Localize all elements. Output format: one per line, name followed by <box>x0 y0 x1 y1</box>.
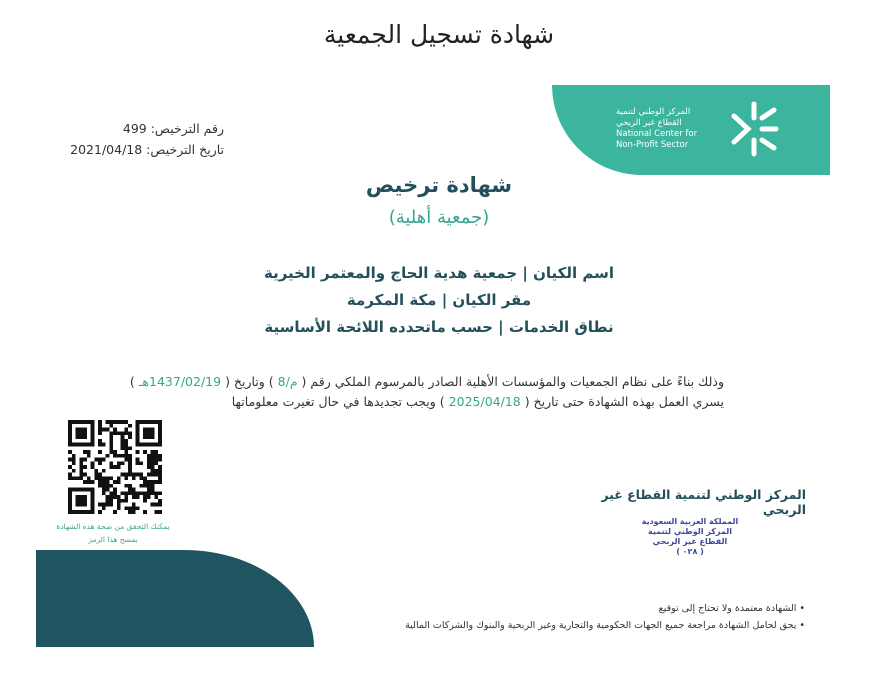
entity-scope-label: نطاق الخدمات | <box>498 318 614 336</box>
body-text-1b: ) وتاريخ ( <box>225 374 274 389</box>
brand-line-en-2: Non-Profit Sector <box>616 140 689 150</box>
license-number-row <box>40 118 224 139</box>
valid-until-date: 2025/04/18 <box>448 394 521 409</box>
decree-number: م/8 <box>277 374 298 389</box>
brand-text <box>616 107 726 151</box>
center-name: المركز الوطني لتنمية القطاع غير الربحي <box>601 487 806 517</box>
brand-line-ar-2: القطاع غير الربحي <box>616 118 682 128</box>
license-number: 499 <box>122 121 147 136</box>
note-item: • يحق لحامل الشهادة مراجعة جميع الجهات الحكومية والتجارية وغير الربحية والبنوك والشركات المالية <box>405 620 805 631</box>
certificate-title: شهادة ترخيص <box>365 173 513 197</box>
body-text-1c: ) <box>129 374 135 389</box>
entity-scope-row <box>0 314 878 341</box>
decree-date: 1437/02/19هـ <box>138 374 222 389</box>
stamp-line-4: ( ٠٢٨ ) <box>676 547 704 556</box>
entity-name-label: اسم الكيان | <box>522 264 615 282</box>
body-line-1 <box>100 372 724 392</box>
entity-name-row <box>0 260 878 287</box>
entity-hq-row <box>0 287 878 314</box>
entity-details <box>0 260 878 341</box>
license-date-row <box>40 139 224 160</box>
note-item: • الشهادة معتمدة ولا تحتاج إلى توقيع <box>658 603 805 614</box>
license-meta <box>40 118 224 160</box>
certificate-notes <box>300 600 805 634</box>
brand-line-en-1: National Center for <box>616 129 698 139</box>
header-brand-band <box>552 85 830 175</box>
license-date-label: تاريخ الترخيص: <box>146 142 224 157</box>
entity-hq: مكة المكرمة <box>346 291 437 309</box>
body-text-2b: ) ويجب تجديدها في حال تغيرت معلوماتها <box>231 394 445 409</box>
certificate-subtitle: (جمعية أهلية) <box>388 207 490 228</box>
license-number-label: رقم الترخيص: <box>150 121 224 136</box>
entity-hq-label: مقر الكيان | <box>441 291 532 309</box>
entity-name: جمعية هدية الحاج والمعتمر الخيرية <box>263 264 518 282</box>
brand-line-ar-1: المركز الوطني لتنمية <box>616 107 691 117</box>
stamp-line-1: المملكة العربية السعودية <box>641 517 739 526</box>
page-title: شهادة تسجيل الجمعية <box>323 20 555 49</box>
stamp-line-3: القطاع غير الربحي <box>652 537 728 546</box>
body-text-1a: وذلك بناءً على نظام الجمعيات والمؤسسات الأهلية الصادر بالمرسوم الملكي رقم ( <box>301 374 724 389</box>
certificate-body <box>100 372 724 412</box>
national-center-logo-icon <box>728 100 780 158</box>
qr-verify-note: يمكنك التحقق من صحة هذه الشهادة بمسح هذا الرمز <box>56 522 170 544</box>
official-stamp <box>640 517 740 557</box>
qr-code-icon[interactable] <box>68 420 162 514</box>
footer-decoration <box>36 550 314 647</box>
body-text-2a: يسري العمل بهذه الشهادة حتى تاريخ ( <box>524 394 724 409</box>
stamp-line-2: المركز الوطني لتنمية <box>648 527 732 536</box>
license-date: 2021/04/18 <box>70 142 143 157</box>
entity-scope: حسب ماتحدده اللائحة الأساسية <box>264 318 493 336</box>
body-line-2 <box>100 392 724 412</box>
